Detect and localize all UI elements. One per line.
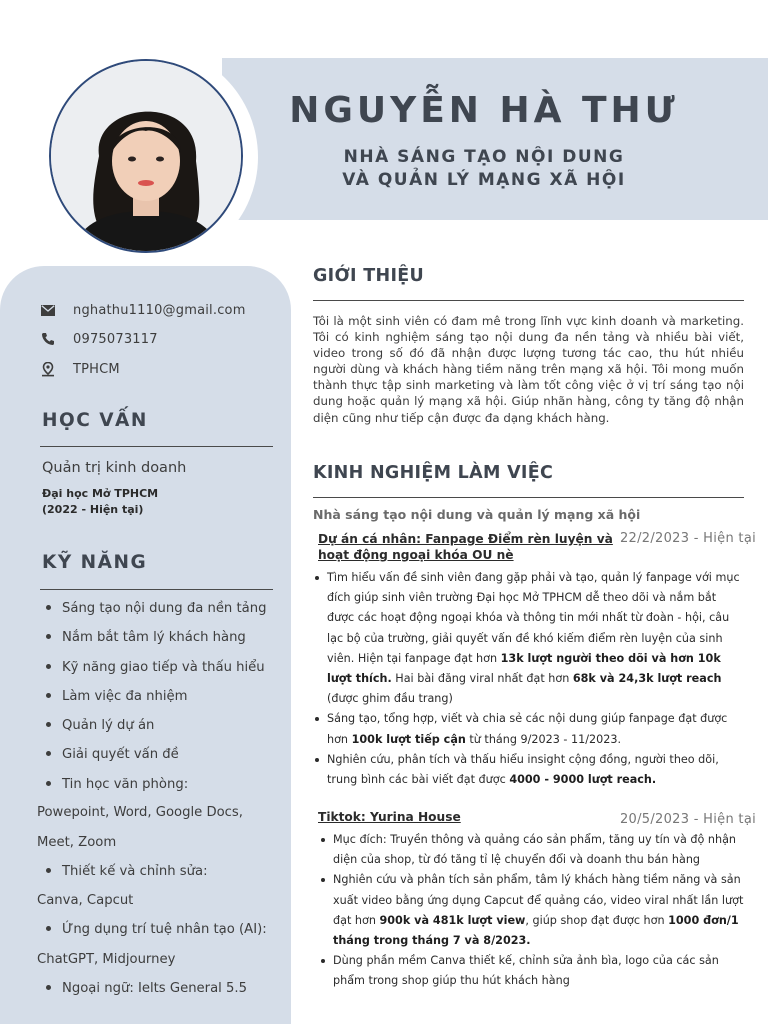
- skill-item: Tin học văn phòng:: [46, 777, 188, 792]
- phone-icon: [40, 331, 56, 347]
- skill-item: Thiết kế và chỉnh sửa:: [46, 864, 208, 879]
- education-years: (2022 - Hiện tại): [42, 503, 144, 516]
- skill-item-continuation: Canva, Capcut: [37, 893, 134, 908]
- project-date: 20/5/2023 - Hiện tại: [619, 812, 756, 827]
- mail-icon: [40, 302, 56, 318]
- intro-text: Tôi là một sinh viên có đam mê trong lĩnh vực kinh doanh và marketing. Tôi có kinh nghiệm sáng tạo nội dung đa nền tảng và nhiều bài viết, video trong số đó đã nhận được lượng tương tác cao, thu hút nhiều người dùng và khách hàng tiềm năng trên mạng xã hội. Tôi mong muốn thành thực tập sinh marketing và làm tốt công việc ở vị trí sáng tạo nội dung hoặc quản lý mạng xã hội. Giúp nhãn hàng, công ty tăng độ nhận diện cũng như tiếp cận được đa dạng khách hàng.: [313, 314, 744, 425]
- job-title-line-1: NHÀ SÁNG TẠO NỘI DUNG: [343, 147, 625, 167]
- location-text: TPHCM: [73, 361, 120, 377]
- contact-email[interactable]: [40, 302, 246, 318]
- contact-location: [40, 361, 120, 377]
- intro-divider: [313, 300, 744, 301]
- intro-heading: GIỚI THIỆU: [313, 266, 425, 286]
- job-title-line-2: VÀ QUẢN LÝ MẠNG XÃ HỘI: [342, 170, 626, 190]
- skill-item: Sáng tạo nội dung đa nền tảng: [46, 601, 266, 616]
- experience-heading: KINH NGHIỆM LÀM VIỆC: [313, 463, 554, 483]
- project-bullet-list: [319, 830, 749, 992]
- skill-item: Giải quyết vấn đề: [46, 747, 179, 762]
- experience-role: Nhà sáng tạo nội dung và quản lý mạng xã hội: [313, 507, 641, 522]
- location-pin-icon: [40, 361, 56, 377]
- project-title[interactable]: Tiktok: Yurina House: [318, 810, 461, 824]
- education-divider: [40, 446, 273, 447]
- skill-item: Ứng dụng trí tuệ nhân tạo (AI):: [46, 922, 267, 937]
- profile-photo: [49, 59, 243, 253]
- skill-item: Kỹ năng giao tiếp và thấu hiểu: [46, 660, 265, 675]
- phone-text: 0975073117: [73, 331, 158, 347]
- skill-item-continuation: Meet, Zoom: [37, 835, 117, 850]
- sidebar-panel: [0, 266, 291, 1024]
- skill-item-continuation: Powepoint, Word, Google Docs,: [37, 805, 243, 820]
- contact-phone[interactable]: [40, 331, 158, 347]
- project-bullet: Sáng tạo, tổng hợp, viết và chia sẻ các nội dung giúp fanpage đạt được hơn 100k lượt tiếp cận từ tháng 9/2023 - 11/2023.: [313, 709, 744, 749]
- project-bullet: Dùng phần mềm Canva thiết kế, chỉnh sửa ảnh bìa, logo của các sản phẩm trong shop giúp thu hút khách hàng: [319, 951, 749, 991]
- skill-item: Quản lý dự án: [46, 718, 154, 733]
- project-bullet: Nghiên cứu, phân tích và thấu hiểu insight cộng đồng, người theo dõi, trung bình các bài viết đạt được 4000 - 9000 lượt reach.: [313, 750, 744, 790]
- header-band: [222, 58, 768, 220]
- project-bullet: Mục đích: Truyền thông và quảng cáo sản phẩm, tăng uy tín và độ nhận diện của shop, từ đó tăng tỉ lệ chuyển đổi và doanh thu bán hàng: [319, 830, 749, 870]
- email-text: nghathu1110@gmail.com: [73, 302, 246, 318]
- education-major: Quản trị kinh doanh: [42, 460, 187, 476]
- skill-item: Ngoại ngữ: Ielts General 5.5: [46, 981, 247, 996]
- person-name: NGUYỄN HÀ THƯ: [289, 90, 679, 131]
- project-bullet: Tìm hiểu vấn đề sinh viên đang gặp phải và tạo, quản lý fanpage với mục đích giúp sinh viên trường Đại học Mở TPHCM dễ theo dõi và nắm bắt được các hoạt động ngoại khóa và thông tin mới nhất từ đoàn - hội, câu lạc bộ của trường, giải quyết vấn đề khó kiếm điểm rèn luyện của sinh viên. Hiện tại fanpage đạt hơn 13k lượt người theo dõi và hơn 10k lượt thích. Hai bài đăng viral nhất đạt hơn 68k và 24,3k lượt reach (được ghim đầu trang): [313, 568, 744, 709]
- project-bullet: Nghiên cứu và phân tích sản phẩm, tâm lý khách hàng tiềm năng và sản xuất video bằng ứng dụng Capcut để quảng cáo, video viral nhất lần lượt đạt hơn 900k và 481k lượt view, giúp shop đạt được hơn 1000 đơn/1 tháng trong tháng 7 và 8/2023.: [319, 870, 749, 951]
- education-school: Đại học Mở TPHCM: [42, 487, 159, 500]
- project-bullet-list: [313, 568, 744, 790]
- education-heading: HỌC VẤN: [42, 410, 148, 431]
- experience-divider: [313, 497, 744, 498]
- skills-divider: [40, 589, 273, 590]
- project-title[interactable]: Dự án cá nhân: Fanpage Điểm rèn luyện và hoạt động ngoại khóa OU nè: [318, 532, 613, 562]
- skills-heading: KỸ NĂNG: [42, 552, 148, 573]
- skill-item: Nắm bắt tâm lý khách hàng: [46, 630, 246, 645]
- skill-item-continuation: ChatGPT, Midjourney: [37, 952, 176, 967]
- project-date: 22/2/2023 - Hiện tại: [619, 531, 756, 546]
- skill-item: Làm việc đa nhiệm: [46, 689, 187, 704]
